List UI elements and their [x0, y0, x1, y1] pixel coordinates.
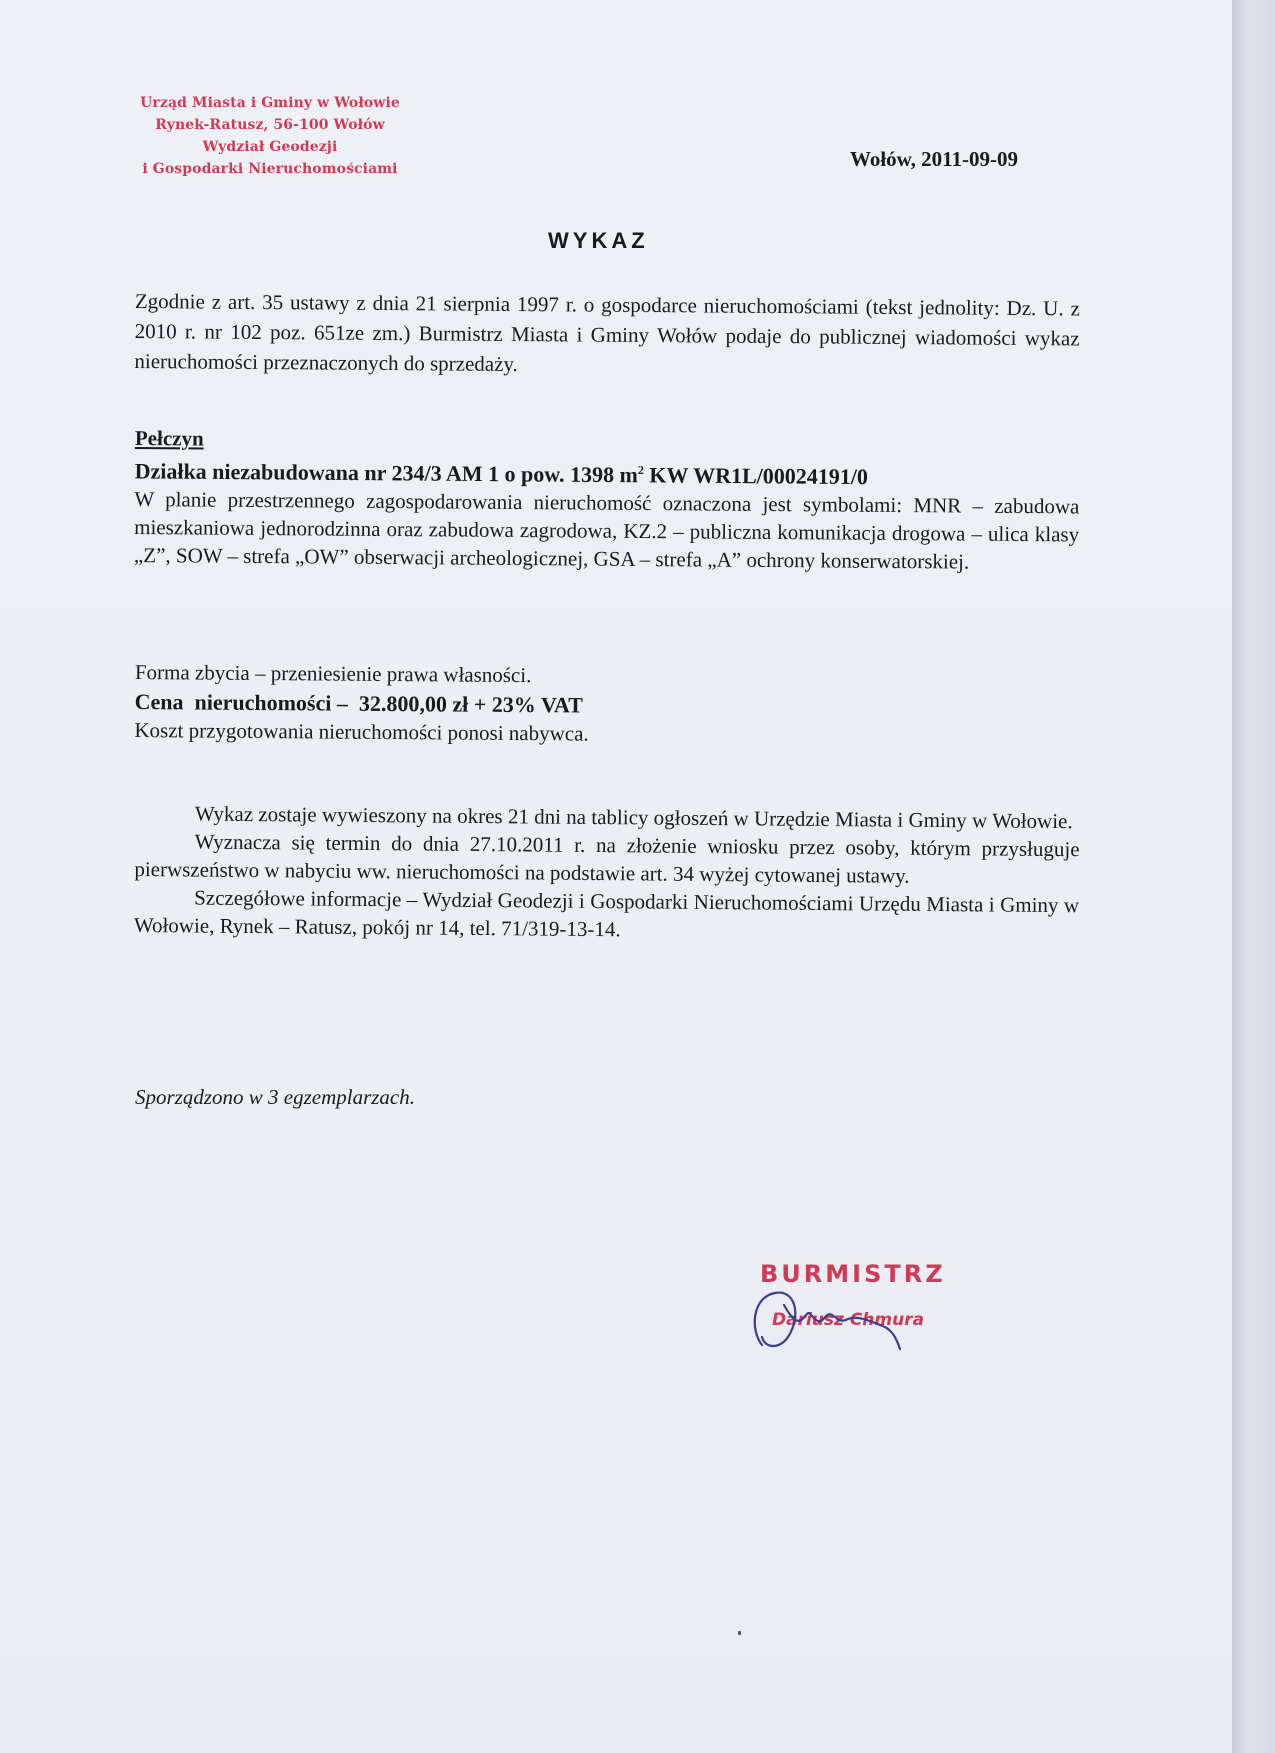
notice-paragraph-contact: Szczegółowe informacje – Wydział Geodezji i Gospodarki Nieruchomościami Urzędu Miasta i Gminy w Wołowie, Rynek – Ratusz, pokój nr 14, tel. 71/319-13-14. [133, 885, 1080, 942]
notice-paragraph-deadline: Wyznacza się termin do dnia 27.10.2011 r. na złożenie wniosku przez osoby, którym przysługuje pierwszeństwo w nabyciu ww. nieruchomości na podstawie art. 34 wyżej cytowanej ustawy. [134, 829, 1080, 888]
sale-terms [134, 658, 1080, 752]
property-section [134, 424, 1080, 577]
letterhead-line-address: Rynek-Ratusz, 56-100 Wołów [155, 117, 385, 133]
signature-stamp-title: BURMISTRZ [760, 1260, 946, 1288]
signature-stamp-name: Dariusz Chmura [772, 1310, 925, 1330]
letterhead-line-department: Wydział Geodezji [202, 139, 338, 155]
letterhead-stamp [120, 92, 420, 180]
notice-section [134, 799, 1080, 947]
scan-speck [738, 1631, 741, 1635]
document-title: WYKAZ [548, 228, 649, 253]
preparation-cost: Koszt przygotowania nieruchomości ponosi nabywca. [134, 717, 589, 746]
intro-paragraph: Zgodnie z art. 35 ustawy z dnia 21 sierpnia 1997 r. o gospodarce nieruchomościami (tekst jednolity: Dz. U. z 2010 r. nr 102 poz. 651ze zm.) Burmistrz Miasta i Gminy Wołów podaje do publicznej wiadomości wykaz nieruchomości przeznaczonych do sprzedaży. [134, 288, 1080, 377]
land-register-number: KW WR1L/00024191/0 [643, 462, 869, 490]
letterhead-line-department-cont: i Gospodarki Nieruchomościami [142, 161, 398, 177]
handwritten-signature [740, 1275, 930, 1365]
sale-price: Cena nieruchomości – 32.800,00 zł + 23% VAT [134, 688, 584, 718]
copies-note: Sporządzono w 3 egzemplarzach. [135, 1085, 416, 1109]
notice-paragraph-display: Wykaz zostaje wywieszony na okres 21 dni na tablicy ogłoszeń w Urzędzie Miasta i Gminy w Wołowie. [194, 801, 1073, 834]
document-date: Wołów, 2011-09-09 [850, 147, 1019, 171]
letterhead-line-office: Urząd Miasta i Gminy w Wołowie [140, 95, 400, 111]
area-unit-superscript: 2 [637, 462, 644, 477]
property-description: W planie przestrzennego zagospodarowania nieruchomość oznaczona jest symbolami: MNR – zabudowa mieszkaniowa jednorodzinna oraz zabudowa zagrodowa, KZ.2 – publiczna komunikacja drogowa – ulica klasy „Z”, SOW – strefa „OW” obserwacji archeologicznej, GSA – strefa „A” ochrony konserwatorskiej. [133, 487, 1080, 574]
property-location: Pełczyn [134, 425, 204, 451]
scanner-edge [1232, 0, 1275, 1753]
plot-heading-text: Działka niezabudowana nr 234/3 AM 1 o pow. 1398 m [134, 458, 638, 488]
sale-form: Forma zbycia – przeniesienie prawa własności. [134, 659, 532, 688]
